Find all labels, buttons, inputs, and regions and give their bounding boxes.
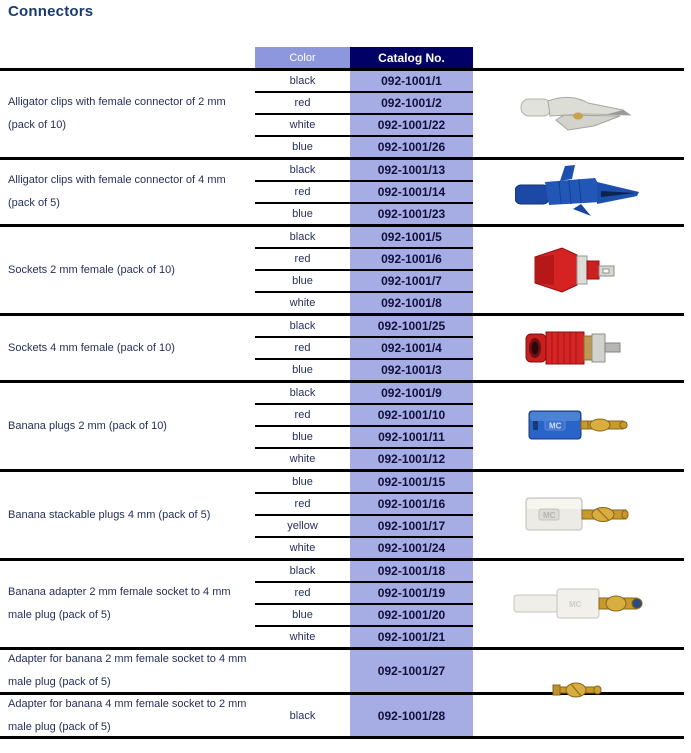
catalog-cell: 092-1001/22 bbox=[350, 115, 473, 135]
catalog-cell: 092-1001/21 bbox=[350, 627, 473, 647]
table-row bbox=[255, 358, 473, 380]
product-description bbox=[0, 472, 255, 558]
color-cell: white bbox=[289, 631, 316, 643]
product-image bbox=[473, 383, 684, 469]
table-row bbox=[255, 336, 473, 358]
table-row bbox=[255, 269, 473, 291]
product-group bbox=[0, 472, 684, 561]
catalog-column-header: Catalog No. bbox=[350, 47, 473, 68]
product-group bbox=[0, 160, 684, 227]
socket-2mm-red-icon bbox=[530, 243, 628, 297]
color-catalog-rows bbox=[255, 383, 473, 469]
product-image bbox=[473, 472, 684, 558]
color-catalog-rows bbox=[255, 472, 473, 558]
svg-text:MC: MC bbox=[548, 421, 561, 431]
color-cell: white bbox=[289, 453, 316, 465]
table-row bbox=[255, 625, 473, 647]
catalog-cell: 092-1001/23 bbox=[350, 204, 473, 224]
product-description-line: Banana adapter 2 mm female socket to 4 mm bbox=[8, 586, 231, 598]
color-cell: blue bbox=[292, 431, 313, 443]
product-image bbox=[473, 561, 684, 647]
color-cell: red bbox=[294, 253, 311, 265]
product-description-line: (pack of 5) bbox=[8, 197, 60, 209]
product-group bbox=[0, 561, 684, 650]
catalog-cell: 092-1001/13 bbox=[350, 160, 473, 180]
color-catalog-rows bbox=[255, 316, 473, 380]
product-image bbox=[473, 227, 684, 313]
color-cell: blue bbox=[292, 275, 313, 287]
color-cell: black bbox=[289, 387, 316, 399]
table-row bbox=[255, 383, 473, 403]
product-image bbox=[473, 316, 684, 380]
table-row bbox=[255, 227, 473, 247]
color-cell: red bbox=[294, 498, 311, 510]
catalog-cell: 092-1001/20 bbox=[350, 605, 473, 625]
color-cell: red bbox=[294, 342, 311, 354]
product-description bbox=[0, 695, 255, 736]
catalog-cell: 092-1001/5 bbox=[350, 227, 473, 247]
table-row bbox=[255, 291, 473, 313]
product-description bbox=[0, 160, 255, 224]
table-row bbox=[255, 160, 473, 180]
product-group bbox=[0, 71, 684, 160]
table-row bbox=[255, 472, 473, 492]
product-image bbox=[473, 160, 684, 224]
color-cell: black bbox=[289, 231, 316, 243]
color-cell: red bbox=[294, 97, 311, 109]
color-cell: red bbox=[294, 587, 311, 599]
color-catalog-rows bbox=[255, 650, 473, 692]
color-cell: blue bbox=[292, 208, 313, 220]
table-row bbox=[255, 695, 473, 736]
banana-adapter-white-icon bbox=[513, 582, 645, 626]
color-catalog-rows bbox=[255, 695, 473, 736]
product-description-line: Adapter for banana 2 mm female socket to 4 mm bbox=[8, 653, 247, 665]
alligator-clip-blue-icon bbox=[515, 164, 643, 220]
catalog-cell: 092-1001/18 bbox=[350, 561, 473, 581]
product-description-line: Banana stackable plugs 4 mm (pack of 5) bbox=[8, 508, 211, 521]
product-group bbox=[0, 227, 684, 316]
product-description-line: male plug (pack of 5) bbox=[8, 720, 111, 733]
table-row bbox=[255, 603, 473, 625]
table-row bbox=[255, 581, 473, 603]
color-cell: red bbox=[294, 186, 311, 198]
product-description-line: Alligator clips with female connector of 2 mm bbox=[8, 96, 226, 108]
catalog-cell: 092-1001/1 bbox=[350, 71, 473, 91]
color-cell bbox=[255, 650, 350, 692]
svg-text:MC: MC bbox=[542, 511, 555, 520]
banana-plug-blue-icon bbox=[528, 407, 630, 445]
color-cell: black bbox=[289, 164, 316, 176]
table-row bbox=[255, 202, 473, 224]
color-cell: blue bbox=[292, 364, 313, 376]
color-cell: blue bbox=[292, 141, 313, 153]
svg-text:MC: MC bbox=[568, 600, 581, 609]
catalog-cell: 092-1001/19 bbox=[350, 583, 473, 603]
connectors-table bbox=[0, 47, 684, 739]
table-row bbox=[255, 135, 473, 157]
catalog-cell: 092-1001/6 bbox=[350, 249, 473, 269]
banana-stackable-plug-white-icon bbox=[525, 494, 633, 536]
catalog-cell: 092-1001/3 bbox=[350, 360, 473, 380]
table-row bbox=[255, 316, 473, 336]
table-row bbox=[255, 180, 473, 202]
description-column-spacer bbox=[0, 47, 255, 68]
catalog-cell: 092-1001/17 bbox=[350, 516, 473, 536]
color-cell: black bbox=[289, 75, 316, 87]
product-description bbox=[0, 71, 255, 157]
table-row bbox=[255, 71, 473, 91]
color-cell: black bbox=[289, 709, 316, 722]
table-row bbox=[255, 536, 473, 558]
product-description-line: male plug (pack of 5) bbox=[8, 609, 111, 621]
catalog-cell: 092-1001/9 bbox=[350, 383, 473, 403]
adapter-gold-icon bbox=[552, 681, 602, 704]
table-row bbox=[255, 91, 473, 113]
color-cell: white bbox=[289, 119, 316, 131]
product-description bbox=[0, 561, 255, 647]
table-body bbox=[0, 71, 684, 739]
product-description-line: Sockets 2 mm female (pack of 10) bbox=[8, 263, 175, 276]
table-row bbox=[255, 650, 473, 692]
product-description-line: (pack of 10) bbox=[8, 119, 67, 131]
color-cell: white bbox=[289, 297, 316, 309]
table-row bbox=[255, 247, 473, 269]
table-row bbox=[255, 447, 473, 469]
color-cell: black bbox=[289, 320, 316, 332]
catalog-cell: 092-1001/10 bbox=[350, 405, 473, 425]
product-description-line: male plug (pack of 5) bbox=[8, 676, 111, 688]
catalog-cell: 092-1001/12 bbox=[350, 449, 473, 469]
color-column-header: Color bbox=[255, 47, 350, 68]
table-row bbox=[255, 561, 473, 581]
image-column-spacer bbox=[473, 47, 684, 68]
product-description bbox=[0, 383, 255, 469]
product-group bbox=[0, 316, 684, 383]
catalog-cell: 092-1001/25 bbox=[350, 316, 473, 336]
table-row bbox=[255, 514, 473, 536]
color-cell: yellow bbox=[287, 520, 318, 532]
color-catalog-rows bbox=[255, 71, 473, 157]
page-title: Connectors bbox=[8, 3, 94, 20]
catalog-cell: 092-1001/15 bbox=[350, 472, 473, 492]
product-description-line: Adapter for banana 4 mm female socket to 2 mm bbox=[8, 697, 247, 710]
table-row bbox=[255, 492, 473, 514]
catalog-cell: 092-1001/7 bbox=[350, 271, 473, 291]
color-catalog-rows bbox=[255, 160, 473, 224]
product-group bbox=[0, 383, 684, 472]
product-description-line: Alligator clips with female connector of 4 mm bbox=[8, 174, 226, 186]
color-cell: blue bbox=[292, 609, 313, 621]
catalog-cell: 092-1001/16 bbox=[350, 494, 473, 514]
product-description-line: Banana plugs 2 mm (pack of 10) bbox=[8, 419, 167, 432]
catalog-cell: 092-1001/14 bbox=[350, 182, 473, 202]
product-description bbox=[0, 227, 255, 313]
table-row bbox=[255, 425, 473, 447]
socket-4mm-red-icon bbox=[525, 326, 633, 370]
table-header-row bbox=[0, 47, 684, 71]
color-cell: red bbox=[294, 409, 311, 421]
product-description bbox=[0, 316, 255, 380]
table-row bbox=[255, 113, 473, 135]
table-row bbox=[255, 403, 473, 425]
catalog-cell: 092-1001/8 bbox=[350, 293, 473, 313]
catalog-cell: 092-1001/4 bbox=[350, 338, 473, 358]
color-cell: black bbox=[289, 565, 316, 577]
product-image bbox=[473, 71, 684, 157]
color-cell: white bbox=[289, 542, 316, 554]
catalog-cell: 092-1001/2 bbox=[350, 93, 473, 113]
catalog-cell: 092-1001/28 bbox=[350, 695, 473, 736]
color-cell: blue bbox=[292, 476, 313, 488]
catalog-cell: 092-1001/27 bbox=[350, 650, 473, 692]
catalog-cell: 092-1001/11 bbox=[350, 427, 473, 447]
product-description-line: Sockets 4 mm female (pack of 10) bbox=[8, 341, 175, 354]
catalog-cell: 092-1001/26 bbox=[350, 137, 473, 157]
product-description bbox=[0, 650, 255, 692]
catalog-cell: 092-1001/24 bbox=[350, 538, 473, 558]
color-catalog-rows bbox=[255, 561, 473, 647]
color-catalog-rows bbox=[255, 227, 473, 313]
alligator-clip-grey-icon bbox=[520, 91, 638, 137]
